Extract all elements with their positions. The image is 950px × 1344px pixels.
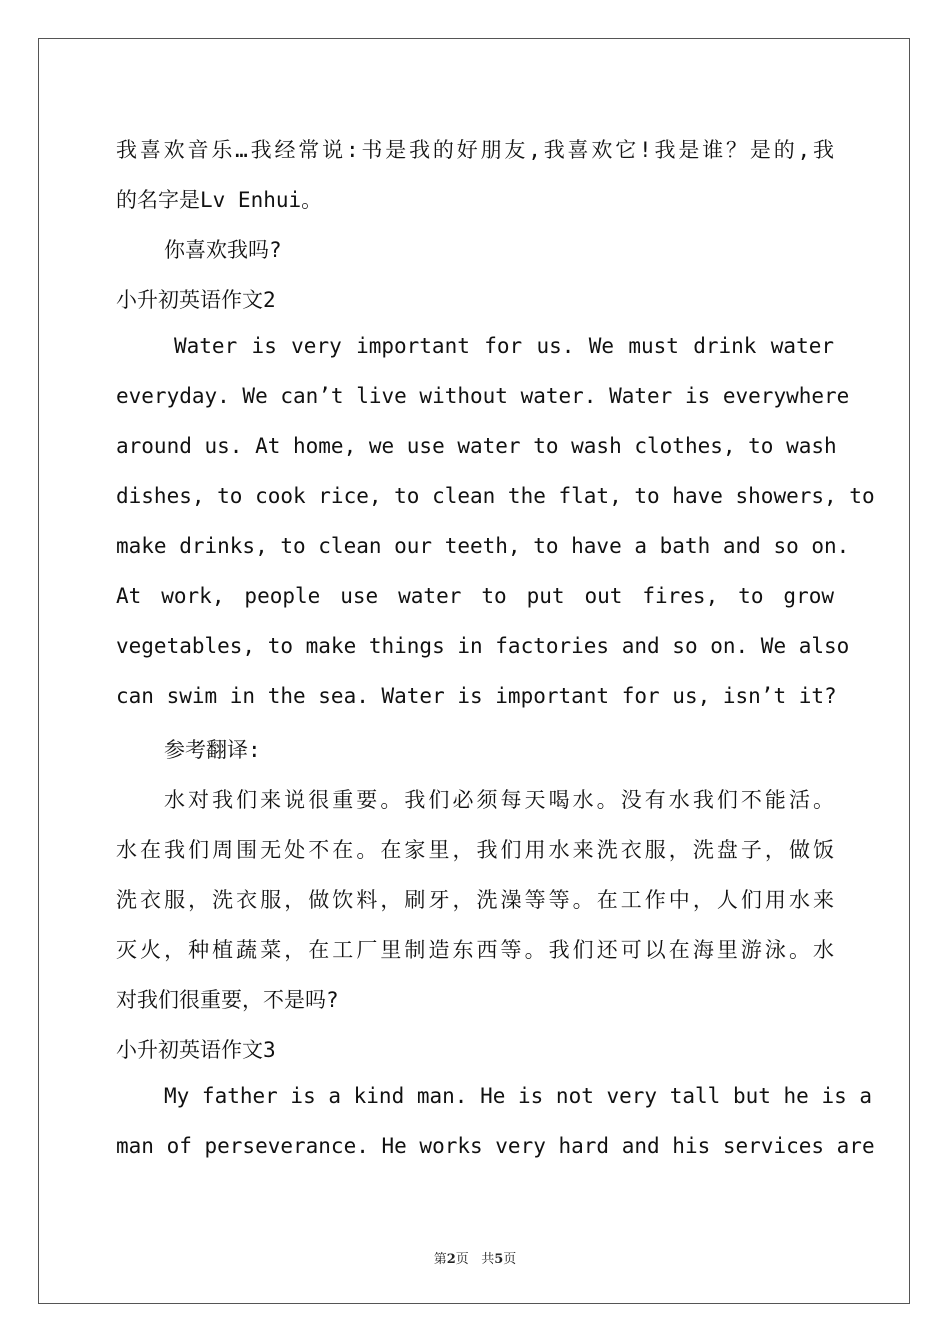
section-heading: 小升初英语作文2	[116, 288, 276, 312]
paragraph-line: 的名字是Lv Enhui。	[116, 188, 323, 212]
paragraph-line: 灭火，种植蔬菜，在工厂里制造东西等。我们还可以在海里游泳。水	[116, 938, 834, 962]
paragraph-line: 我喜欢音乐…我经常说:书是我的好朋友,我喜欢它!我是谁？是的,我	[116, 138, 834, 162]
paragraph-line: Water is very important for us. We must drink water	[174, 334, 834, 358]
page-border	[38, 38, 910, 1304]
paragraph-line: 水在我们周围无处不在。在家里，我们用水来洗衣服，洗盘子，做饭	[116, 838, 834, 862]
paragraph-line: dishes, to cook rice, to clean the flat, to have showers, to	[116, 484, 875, 508]
current-page-number: 2	[446, 1252, 456, 1267]
paragraph-line: everyday. We can’t live without water. Water is everywhere	[116, 384, 850, 408]
paragraph-line: At work, people use water to put out fires, to grow	[116, 584, 834, 608]
paragraph-line: make drinks, to clean our teeth, to have a bath and so on.	[116, 534, 850, 558]
paragraph-line: vegetables, to make things in factories and so on. We also	[116, 634, 850, 658]
paragraph-line: 水对我们来说很重要。我们必须每天喝水。没有水我们不能活。	[164, 788, 834, 812]
section-heading: 小升初英语作文3	[116, 1038, 276, 1062]
paragraph-line: My father is a kind man. He is not very tall but he is a	[164, 1084, 873, 1108]
paragraph-line: around us. At home, we use water to wash clothes, to wash	[116, 434, 837, 458]
paragraph-line: 参考翻译:	[164, 738, 261, 762]
footer-mid: 页 共	[455, 1252, 495, 1267]
paragraph-line: 对我们很重要，不是吗?	[116, 988, 339, 1012]
paragraph-line: can swim in the sea. Water is important for us, isn’t it?	[116, 684, 837, 708]
page-footer	[0, 1248, 950, 1267]
paragraph-line: 洗衣服，洗衣服，做饮料，刷牙，洗澡等等。在工作中，人们用水来	[116, 888, 834, 912]
footer-prefix: 第	[433, 1252, 447, 1267]
total-page-number: 5	[494, 1252, 504, 1267]
footer-suffix: 页	[503, 1252, 517, 1267]
paragraph-line: 你喜欢我吗?	[164, 238, 282, 262]
paragraph-line: man of perseverance. He works very hard and his services are	[116, 1134, 875, 1158]
